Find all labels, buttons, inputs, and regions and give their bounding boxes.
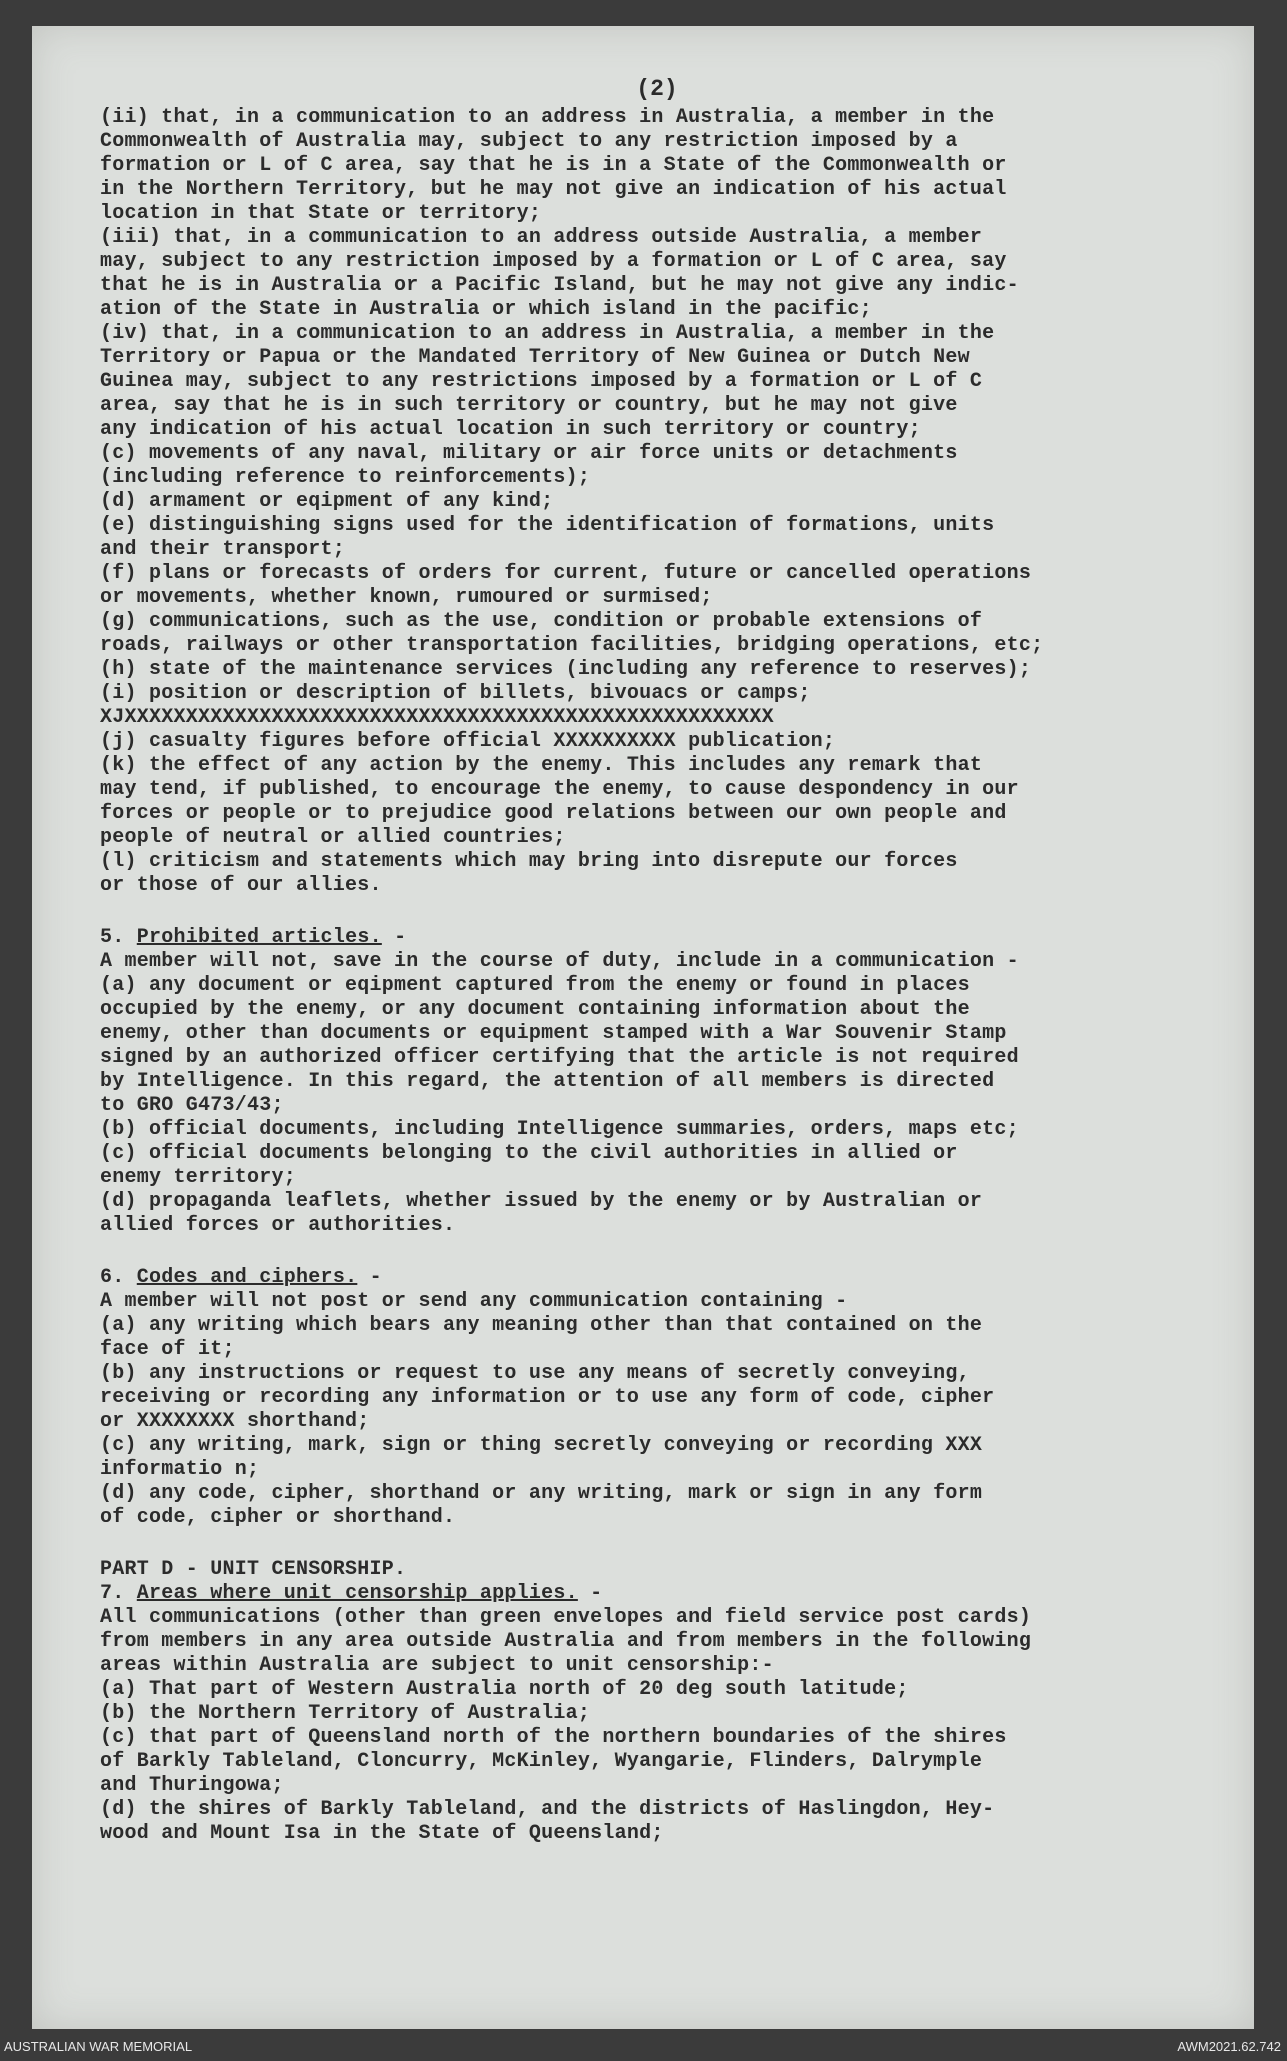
text-line: from members in any area outside Australia and from members in the following [100,1630,1032,1653]
section-heading: 5. Prohibited articles. - [100,926,407,949]
text-line: (g) communications, such as the use, condition or probable extensions of [100,610,983,633]
section-4-continued [100,106,1214,898]
text-line: All communications (other than green envelopes and field service post cards) [100,1606,1032,1629]
part-heading: PART D - UNIT CENSORSHIP. [100,1558,407,1581]
text-line: A member will not post or send any communication containing - [100,1290,848,1313]
text-line: (ii) that, in a communication to an address in Australia, a member in the [100,106,995,129]
text-line: or movements, whether known, rumoured or surmised; [100,586,713,609]
text-line: of Barkly Tableland, Cloncurry, McKinley, Wyangarie, Flinders, Dalrymple [100,1750,983,1773]
text-line: formation or L of C area, say that he is in a State of the Commonwealth or [100,154,1007,177]
text-line: (including reference to reinforcements); [100,466,591,489]
text-line: enemy territory; [100,1166,297,1189]
text-line: (a) any writing which bears any meaning other than that contained on the [100,1314,983,1337]
text-line: (d) the shires of Barkly Tableland, and the districts of Haslingdon, Hey- [100,1798,995,1821]
text-line: enemy, other than documents or equipment stamped with a War Souvenir Stamp [100,1022,1007,1045]
text-line: (i) position or description of billets, bivouacs or camps; [100,682,811,705]
section-heading: 7. Areas where unit censorship applies. - [100,1582,603,1605]
text-line: ation of the State in Australia or which island in the pacific; [100,298,872,321]
section-5-prohibited-articles [100,926,1214,1238]
text-line: (k) the effect of any action by the enemy. This includes any remark that [100,754,983,777]
text-line: location in that State or territory; [100,202,542,225]
text-line: (c) any writing, mark, sign or thing secretly conveying or recording XXX [100,1434,983,1457]
section-6-codes-and-ciphers [100,1266,1214,1530]
text-line: and Thuringowa; [100,1774,284,1797]
text-line: (b) any instructions or request to use any means of secretly conveying, [100,1362,970,1385]
text-line: people of neutral or allied countries; [100,826,566,849]
footer-institution: AUSTRALIAN WAR MEMORIAL [4,2039,193,2054]
text-line: (j) casualty figures before official XXXXXXXXXX publication; [100,730,836,753]
text-line: forces or people or to prejudice good relations between our own people and [100,802,1007,825]
text-line: (d) propaganda leaflets, whether issued by the enemy or by Australian or [100,1190,983,1213]
text-line: that he is in Australia or a Pacific Island, but he may not give any indic- [100,274,1019,297]
text-line: Territory or Papua or the Mandated Territory of New Guinea or Dutch New [100,346,970,369]
footer-accession-number: AWM2021.62.742 [1177,2039,1281,2054]
text-line: (c) movements of any naval, military or air force units or detachments [100,442,958,465]
text-line: Guinea may, subject to any restrictions imposed by a formation or L of C [100,370,983,393]
part-d-unit-censorship [100,1558,1214,1846]
text-line: allied forces or authorities. [100,1214,456,1237]
archive-footer [0,2029,1287,2061]
text-line: face of it; [100,1338,235,1361]
text-line: (c) official documents belonging to the civil authorities in allied or [100,1142,958,1165]
text-line: (iv) that, in a communication to an address in Australia, a member in the [100,322,995,345]
text-line: A member will not, save in the course of duty, include in a communication - [100,950,1019,973]
text-line: in the Northern Territory, but he may not give an indication of his actual [100,178,1007,201]
text-line: (d) any code, cipher, shorthand or any writing, mark or sign in any form [100,1482,983,1505]
document-page [32,26,1254,2029]
page-number: (2) [636,76,678,102]
text-line: any indication of his actual location in such territory or country; [100,418,921,441]
text-line: (h) state of the maintenance services (including any reference to reserves); [100,658,1032,681]
text-line: area, say that he is in such territory or country, but he may not give [100,394,958,417]
text-line: receiving or recording any information or to use any form of code, cipher [100,1386,995,1409]
text-line: roads, railways or other transportation facilities, bridging operations, etc; [100,634,1044,657]
text-line: and their transport; [100,538,346,561]
text-line: of code, cipher or shorthand. [100,1506,456,1529]
text-line: may tend, if published, to encourage the enemy, to cause despondency in our [100,778,1019,801]
text-line: informatio n; [100,1458,260,1481]
text-line: (d) armament or eqipment of any kind; [100,490,554,513]
text-line: or those of our allies. [100,874,382,897]
text-line: to GRO G473/43; [100,1094,284,1117]
text-line: (e) distinguishing signs used for the identification of formations, units [100,514,995,537]
text-line: (c) that part of Queensland north of the northern boundaries of the shires [100,1726,1007,1749]
text-line: (a) That part of Western Australia north of 20 deg south latitude; [100,1678,909,1701]
text-line: (l) criticism and statements which may bring into disrepute our forces [100,850,958,873]
text-line: (b) the Northern Territory of Australia; [100,1702,591,1725]
text-line: may, subject to any restriction imposed by a formation or L of C area, say [100,250,1007,273]
text-line: Commonwealth of Australia may, subject to any restriction imposed by a [100,130,958,153]
text-line: signed by an authorized officer certifying that the article is not required [100,1046,1019,1069]
text-line: (iii) that, in a communication to an address outside Australia, a member [100,226,983,249]
text-line: occupied by the enemy, or any document containing information about the [100,998,970,1021]
text-line: by Intelligence. In this regard, the attention of all members is directed [100,1070,995,1093]
text-line: areas within Australia are subject to unit censorship:- [100,1654,774,1677]
text-line: or XXXXXXXX shorthand; [100,1410,370,1433]
text-line: (a) any document or eqipment captured from the enemy or found in places [100,974,970,997]
text-line: (b) official documents, including Intelligence summaries, orders, maps etc; [100,1118,1019,1141]
section-heading: 6. Codes and ciphers. - [100,1266,382,1289]
text-line: (f) plans or forecasts of orders for current, future or cancelled operations [100,562,1032,585]
struck-out-line: XJXXXXXXXXXXXXXXXXXXXXXXXXXXXXXXXXXXXXXXXXXXXXXXXXXXXXX [100,706,774,729]
text-line: wood and Mount Isa in the State of Queensland; [100,1822,664,1845]
